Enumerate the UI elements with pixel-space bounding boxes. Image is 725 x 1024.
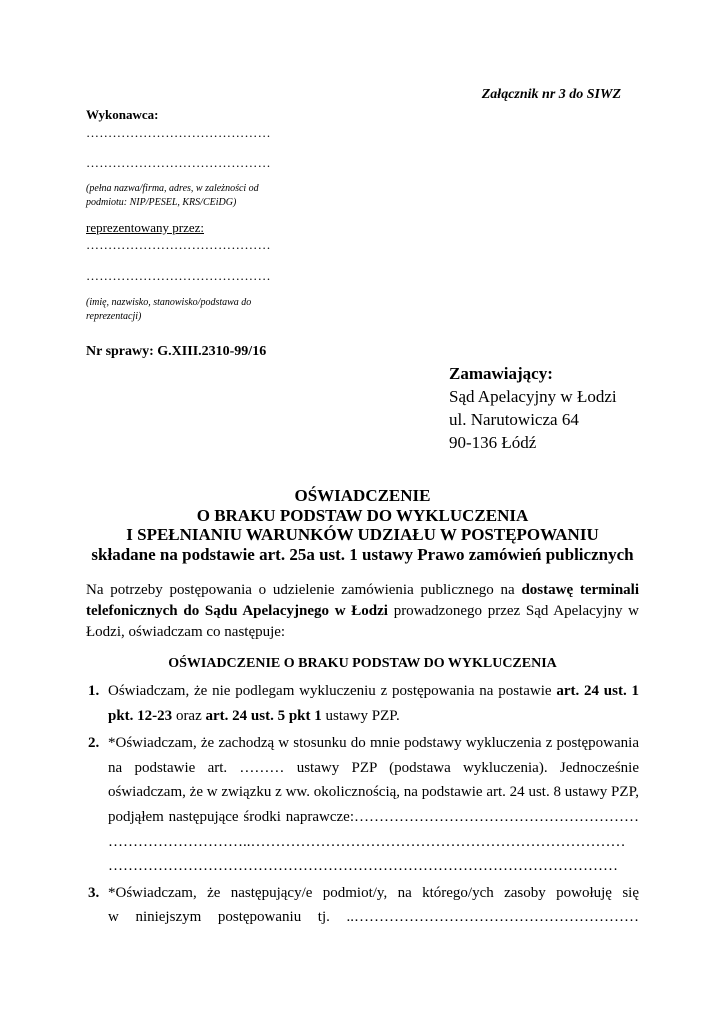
intro-paragraph bbox=[86, 580, 639, 643]
item-2-line-4: podjąłem następujące środki naprawcze:………………………………………………… bbox=[108, 809, 639, 825]
client-city: 90-136 Łódź bbox=[449, 433, 537, 452]
contractor-name-line: …………………………………… bbox=[86, 125, 271, 140]
item-3-number: 3. bbox=[88, 885, 100, 901]
item-1-law: ustawy PZP. bbox=[321, 708, 400, 724]
client-name: Sąd Apelacyjny w Łodzi bbox=[449, 387, 617, 406]
client-street: ul. Narutowicza 64 bbox=[449, 410, 579, 429]
item-1-points: pkt. 12-23 bbox=[108, 708, 173, 724]
item-2-line-1: *Oświadczam, że zachodzą w stosunku do mnie podstawy wykluczenia z postępowania bbox=[108, 735, 639, 751]
item-1-line-2 bbox=[108, 708, 639, 725]
case-number: Nr sprawy: G.XIII.2310-99/16 bbox=[86, 344, 267, 359]
client-label: Zamawiający: bbox=[449, 364, 553, 383]
section-title: OŚWIADCZENIE O BRAKU PODSTAW DO WYKLUCZENIA bbox=[168, 656, 557, 671]
intro-text-2: prowadzonego przez Sąd Apelacyjny w Łodzi, oświadczam co następuje: bbox=[86, 603, 640, 640]
item-2-line-6: ………………………………………………………………………………………… bbox=[108, 858, 618, 874]
item-2-line-3: oświadczam, że w związku z ww. okolicznością, na podstawie art. 24 ust. 8 ustawy PZP, bbox=[108, 784, 639, 800]
item-1-article: art. 24 ust. 1 bbox=[556, 683, 640, 699]
item-1-text: Oświadczam, że nie podlegam wykluczeniu z postępowania na postawie bbox=[108, 683, 557, 699]
represented-label: reprezentowany przez: bbox=[86, 220, 205, 235]
contractor-note: (pełna nazwa/firma, adres, w zależności od podmiotu: NIP/PESEL, KRS/CEiDG) bbox=[86, 183, 259, 208]
item-3-line-2: w niniejszym postępowaniu tj. ..………………………………………………… bbox=[108, 909, 639, 925]
item-1-and: oraz bbox=[172, 708, 206, 724]
client-block bbox=[449, 362, 617, 454]
item-2-number: 2. bbox=[88, 735, 100, 751]
representative-line-2: …………………………………… bbox=[86, 268, 271, 283]
intro-text-1: Na potrzeby postępowania o udzielenie zamówienia publicznego na bbox=[86, 582, 522, 598]
intro-subject: dostawę terminali telefonicznych do Sądu Apelacyjnego w Łodzi bbox=[86, 582, 639, 619]
item-1-line-1 bbox=[108, 683, 639, 700]
item-2-line-5: ………………………..………………………………………………………………… bbox=[108, 834, 626, 850]
item-1-number: 1. bbox=[88, 683, 100, 699]
representative-line-1: …………………………………… bbox=[86, 237, 271, 252]
representative-note: (imię, nazwisko, stanowisko/podstawa do reprezentacji) bbox=[86, 297, 252, 322]
item-2-line-2: na podstawie art. ……… ustawy PZP (podstawa wykluczenia). Jednocześnie bbox=[108, 760, 639, 776]
contractor-address-line: …………………………………… bbox=[86, 155, 271, 170]
heading-line-3: I SPEŁNIANIU WARUNKÓW UDZIAŁU W POSTĘPOWANIU bbox=[126, 525, 599, 544]
contractor-label: Wykonawca: bbox=[86, 107, 159, 122]
item-1-article-2: art. 24 ust. 5 pkt 1 bbox=[205, 708, 322, 724]
heading-line-1: OŚWIADCZENIE bbox=[294, 486, 431, 505]
heading-line-4: składane na podstawie art. 25a ust. 1 ustawy Prawo zamówień publicznych bbox=[91, 545, 634, 564]
item-3-line-1: *Oświadczam, że następujący/e podmiot/y, na którego/ych zasoby powołuję się bbox=[108, 885, 639, 901]
heading-line-2: O BRAKU PODSTAW DO WYKLUCZENIA bbox=[196, 506, 529, 525]
attachment-label: Załącznik nr 3 do SIWZ bbox=[481, 87, 621, 102]
